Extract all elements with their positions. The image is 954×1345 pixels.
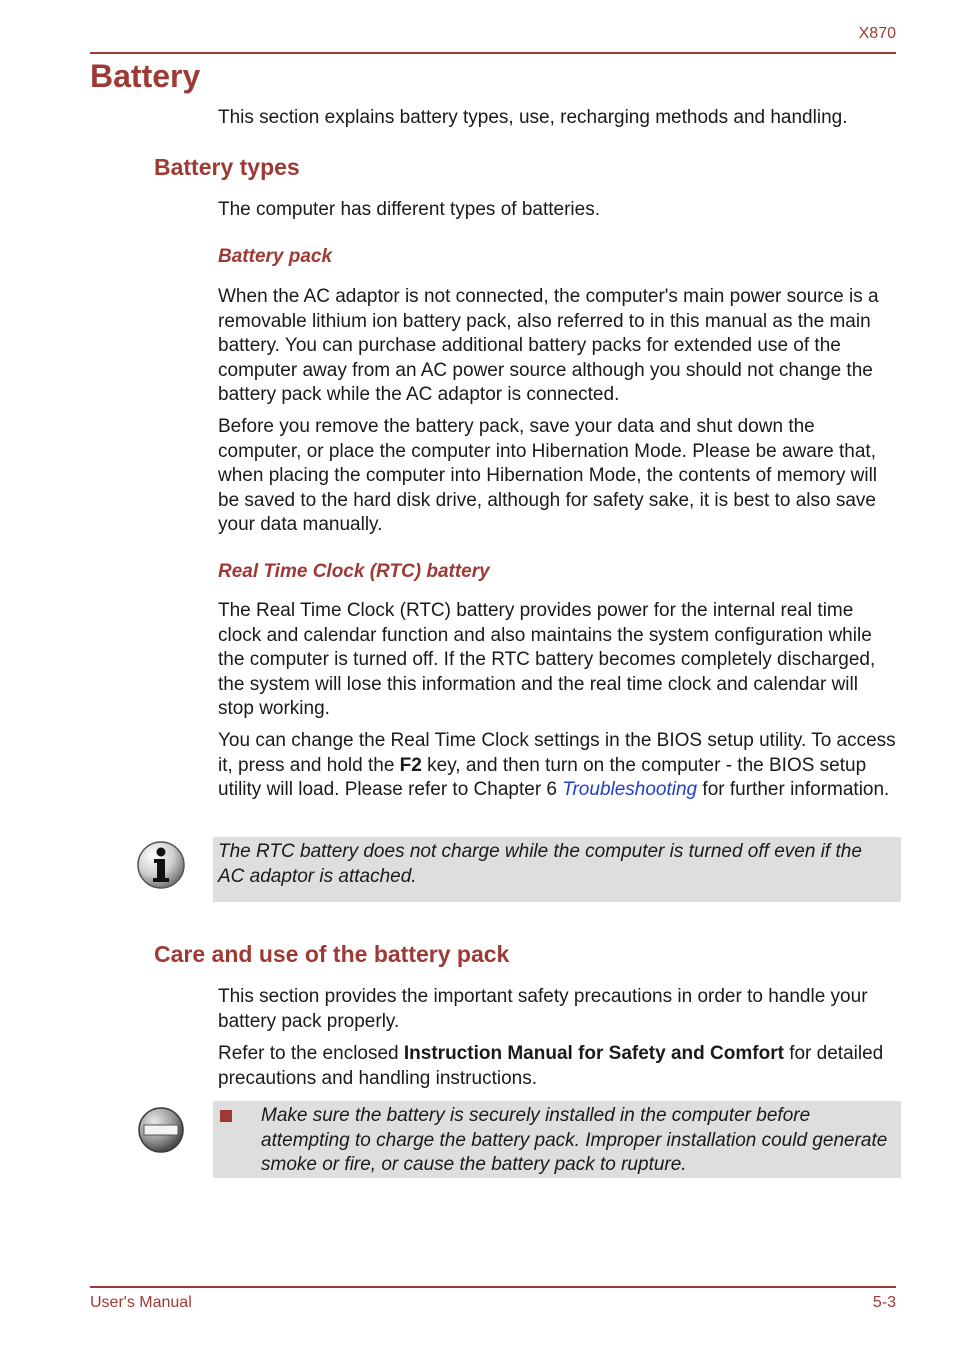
safety-manual-name: Instruction Manual for Safety and Comfort bbox=[403, 1043, 784, 1064]
footer-rule bbox=[90, 1286, 896, 1288]
care-para-1: This section provides the important safety precautions in order to handle your battery pack properly. bbox=[218, 986, 868, 1032]
prohibition-icon bbox=[137, 1106, 185, 1154]
care-para-2-text-a: Refer to the enclosed bbox=[218, 1043, 404, 1064]
rtc-heading: Real Time Clock (RTC) battery bbox=[218, 561, 490, 582]
battery-types-intro: The computer has different types of batteries. bbox=[218, 199, 600, 220]
battery-warning bbox=[213, 1101, 901, 1178]
rtc-para-2-text-a: You can change the Real Time Clock settings in the BIOS setup utility. To access it, press and hold the bbox=[218, 730, 896, 776]
battery-pack-heading: Battery pack bbox=[218, 246, 333, 267]
battery-warning-text: Make sure the battery is securely installed in the computer before attempting to charge the battery pack. Improper installation could generate smoke or fire, or cause the battery pack to rupture. bbox=[261, 1105, 888, 1175]
warning-bullet bbox=[220, 1110, 232, 1122]
troubleshooting-link[interactable]: Troubleshooting bbox=[562, 779, 698, 800]
care-heading: Care and use of the battery pack bbox=[154, 941, 510, 967]
rtc-para-2-text-b: key, and then turn on the computer - the BIOS setup utility will load. Please refer to Chapter 6 bbox=[218, 754, 867, 800]
battery-types-heading: Battery types bbox=[154, 154, 300, 180]
page-number: 5-3 bbox=[872, 1294, 896, 1311]
care-para-2 bbox=[218, 1042, 898, 1091]
battery-pack-para-2: Before you remove the battery pack, save your data and shut down the computer, or place the computer into Hibernation Mode. Please be aware that, when placing the computer into Hibernation Mode, the contents of memory will be saved to the hard disk drive, although for safety sake, it is best to also save your data manually. bbox=[218, 416, 878, 535]
page-title: Battery bbox=[90, 58, 201, 94]
battery-pack-para-1: When the AC adaptor is not connected, the computer's main power source is a removable lithium ion battery pack, also referred to in this manual as the main battery. You can purchase additional battery packs for extended use of the computer away from an AC power source although you should not change the battery pack while the AC adaptor is connected. bbox=[218, 286, 879, 405]
rtc-note bbox=[213, 837, 901, 902]
rtc-para-2 bbox=[218, 729, 898, 803]
header-rule bbox=[90, 52, 896, 54]
model-label: X870 bbox=[858, 25, 896, 42]
rtc-note-text: The RTC battery does not charge while the computer is turned off even if the AC adaptor is attached. bbox=[218, 841, 862, 887]
footer-manual-label: User's Manual bbox=[90, 1294, 192, 1311]
care-para-2-text-b: for detailed precautions and handling instructions. bbox=[218, 1043, 884, 1089]
intro-text: This section explains battery types, use, recharging methods and handling. bbox=[218, 107, 848, 128]
rtc-para-1: The Real Time Clock (RTC) battery provides power for the internal real time clock and calendar function and also maintains the system configuration while the computer is turned off. If the RTC battery becomes completely discharged, the system will lose this information and the real time clock and calendar will stop working. bbox=[218, 600, 876, 719]
info-icon bbox=[136, 840, 186, 890]
rtc-para-2-text-c: for further information. bbox=[697, 779, 890, 800]
f2-key: F2 bbox=[399, 754, 422, 776]
